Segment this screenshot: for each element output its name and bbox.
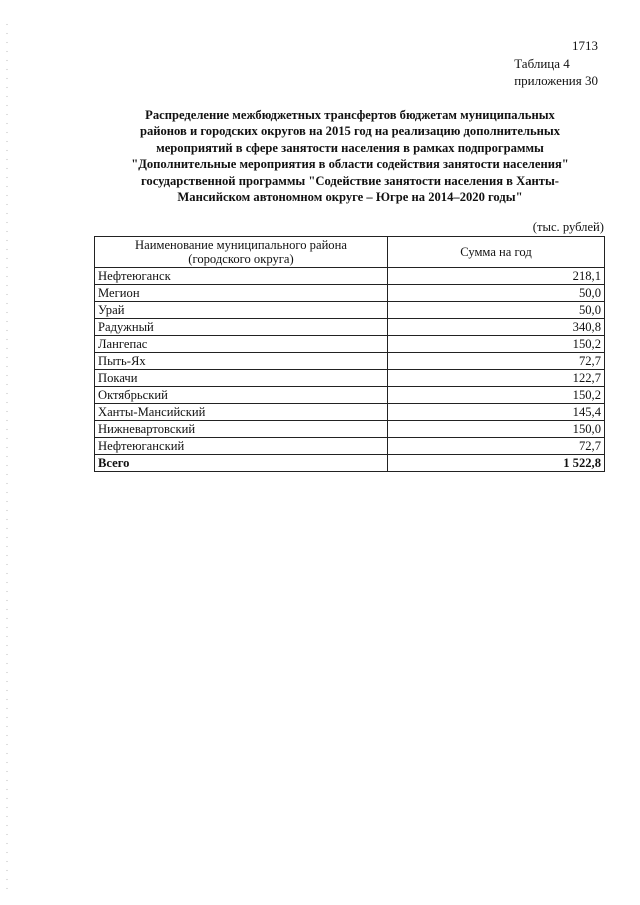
table-row	[95, 404, 605, 421]
table-row	[95, 387, 605, 404]
title-line: Распределение межбюджетных трансфертов бюджетам муниципальных	[145, 108, 555, 122]
row-name: Пыть-Ях	[95, 353, 388, 370]
table-row	[95, 353, 605, 370]
header-sum: Сумма на год	[388, 237, 605, 268]
row-value: 122,7	[388, 370, 605, 387]
row-name: Нефтеюганский	[95, 438, 388, 455]
row-value: 150,2	[388, 336, 605, 353]
table-row	[95, 268, 605, 285]
row-value: 145,4	[388, 404, 605, 421]
title-line: Мансийском автономном округе – Югре на 2014–2020 годы"	[177, 190, 523, 205]
title-line: районов и городских округов на 2015 год на реализацию дополнительных	[139, 124, 561, 139]
transfers-table	[94, 236, 605, 472]
row-name: Нефтеюганск	[95, 268, 388, 285]
table-row	[95, 302, 605, 319]
row-name: Октябрьский	[95, 387, 388, 404]
table-total-row	[95, 455, 605, 472]
annex-appendix-label: приложения 30	[514, 73, 598, 88]
row-name: Лангепас	[95, 336, 388, 353]
page-number: 1713	[572, 38, 598, 53]
row-value: 50,0	[388, 285, 605, 302]
scan-margin-artifact	[6, 20, 8, 890]
row-name: Мегион	[95, 285, 388, 302]
document-title	[90, 107, 610, 205]
units-label: (тыс. рублей)	[532, 220, 604, 234]
table-row	[95, 319, 605, 336]
row-name: Урай	[95, 302, 388, 319]
table-header-row	[95, 237, 605, 268]
table-row	[95, 438, 605, 455]
title-line: государственной программы "Содействие занятости населения в Ханты-	[141, 173, 559, 188]
annex-table-label: Таблица 4	[514, 56, 570, 71]
row-value: 150,2	[388, 387, 605, 404]
total-label: Всего	[95, 455, 388, 472]
row-value: 150,0	[388, 421, 605, 438]
row-value: 218,1	[388, 268, 605, 285]
row-value: 72,7	[388, 353, 605, 370]
annex-reference	[514, 55, 598, 89]
header-name-line1: Наименование муниципального района	[135, 238, 347, 252]
row-name: Ханты-Мансийский	[95, 404, 388, 421]
header-name-line2: (городского округа)	[188, 252, 294, 266]
row-value: 50,0	[388, 302, 605, 319]
title-line: "Дополнительные мероприятия в области содействия занятости населения"	[131, 157, 569, 172]
row-value: 72,7	[388, 438, 605, 455]
table-row	[95, 285, 605, 302]
row-value: 340,8	[388, 319, 605, 336]
table-row	[95, 336, 605, 353]
table-row	[95, 421, 605, 438]
table-row	[95, 370, 605, 387]
title-line: мероприятий в сфере занятости населения в рамках подпрограммы	[156, 140, 544, 155]
header-name	[95, 237, 388, 268]
total-value: 1 522,8	[388, 455, 605, 472]
row-name: Нижневартовский	[95, 421, 388, 438]
row-name: Покачи	[95, 370, 388, 387]
row-name: Радужный	[95, 319, 388, 336]
